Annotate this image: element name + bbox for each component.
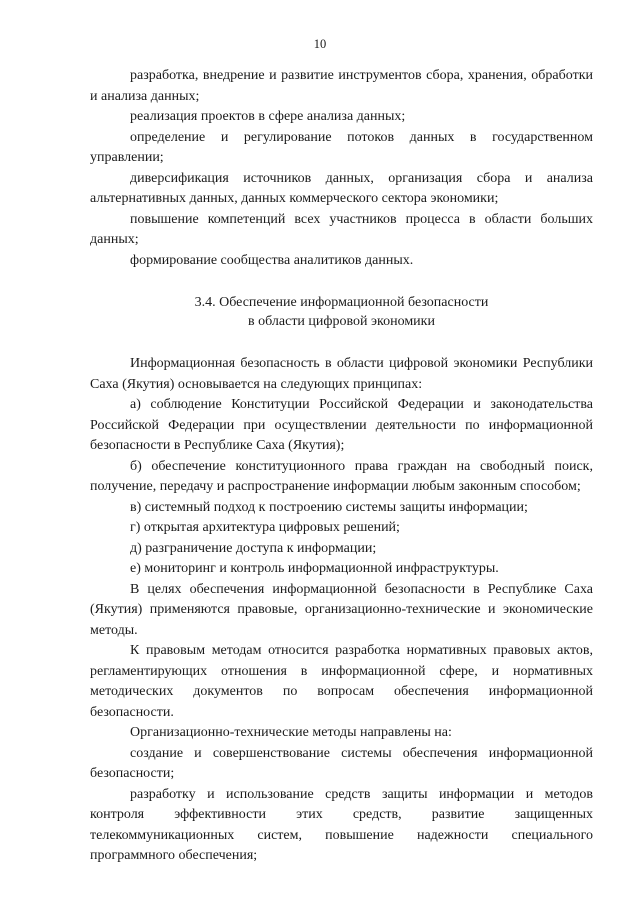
paragraph: б) обеспечение конституционного права граждан на свободный поиск, получение, передачу и распространение информации любым законным способом; [90,458,593,494]
list-item: разработка, внедрение и развитие инструментов сбора, хранения, обработки и анализа данных; [90,68,593,104]
list-item: повышение компетенций всех участников процесса в области больших данных; [90,211,593,247]
page-number: 10 [313,37,327,51]
paragraph: Организационно-технические методы направлены на: [130,725,452,740]
section-heading-line: в области цифровой экономики [248,314,435,329]
section-heading [90,293,593,331]
paragraph: Информационная безопасность в области цифровой экономики Республики Саха (Якутия) основывается на следующих принципах: [90,356,593,392]
paragraph: разработку и использование средств защиты информации и методов контроля эффективности этих средств, развитие защищенных телекоммуникационных систем, повышение надежности специального программного обеспечения; [90,786,593,863]
document-body [90,66,593,867]
paragraph: В целях обеспечения информационной безопасности в Республике Саха (Якутия) применяются правовые, организационно-технические и экономические методы. [90,581,593,638]
list-item: реализация проектов в сфере анализа данных; [130,109,406,124]
paragraph: а) соблюдение Конституции Российской Федерации и законодательства Российской Федерации при осуществлении деятельности по информационной безопасности в Республике Саха (Якутия); [90,397,593,453]
list-item: определение и регулирование потоков данных в государственном управлении; [90,129,593,165]
paragraph: е) мониторинг и контроль информационной инфраструктуры. [130,561,499,576]
list-item: диверсификация источников данных, организация сбора и анализа альтернативных данных, данных коммерческого сектора экономики; [90,170,593,206]
paragraph: г) открытая архитектура цифровых решений; [130,520,400,535]
paragraph: К правовым методам относится разработка нормативных правовых актов, регламентирующих отношения в информационной сфере, и нормативных методических документов по вопросам обеспечения информационной безопасности. [90,643,593,720]
paragraph: создание и совершенствование системы обеспечения информационной безопасности; [90,745,593,781]
paragraph: д) разграничение доступа к информации; [130,540,377,556]
list-item: формирование сообщества аналитиков данных. [130,252,414,268]
section-heading-line: 3.4. Обеспечение информационной безопасности [194,295,489,310]
paragraph: в) системный подход к построению системы защиты информации; [130,499,528,515]
